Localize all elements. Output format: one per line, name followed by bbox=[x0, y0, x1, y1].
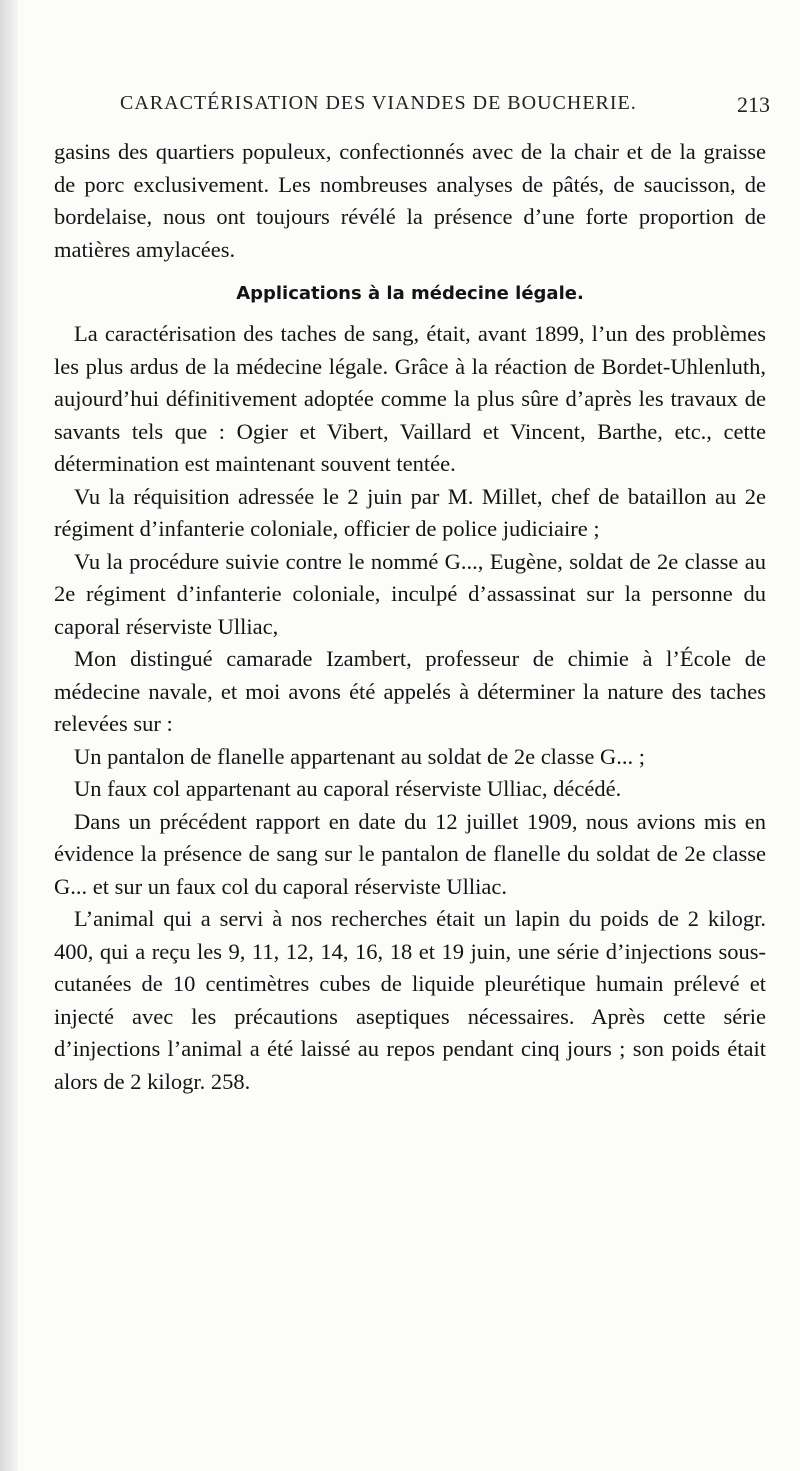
page-number: 213 bbox=[737, 92, 770, 117]
paragraph: Un pantalon de flanelle appartenant au soldat de 2e classe G... ; bbox=[74, 743, 646, 769]
paragraph: Un faux col appartenant au caporal réserviste Ulliac, décédé. bbox=[74, 776, 622, 801]
body-text bbox=[54, 136, 766, 1098]
paragraph: Vu la procédure suivie contre le nommé G..., Eugène, soldat de 2e classe au 2e régiment d’infanterie coloniale, inculpé d’assassinat sur la personne du caporal réserviste Ulliac, bbox=[54, 548, 766, 639]
paragraph: La caractérisation des taches de sang, était, avant 1899, l’un des problèmes les plus ardus de la médecine légale. Grâce à la réaction de Bordet-Uhlenluth, aujourd’hui définitivement adoptée comme la plus sûre d’après les travaux de savants tels que : Ogier et Vibert, Vaillard et Vincent, Barthe, etc., cette détermination est maintenant souvent tentée. bbox=[54, 321, 766, 476]
paragraph: L’animal qui a servi à nos recherches était un lapin du poids de 2 kilogr. 400, qui a reçu les 9, 11, 12, 14, 16, 18 et 19 juin, une série d’injections sous-cutanées de 10 centimètres cubes de liquide pleurétique humain prélevé et injecté avec les précautions aseptiques nécessaires. Après cette série d’injections l’animal a été laissé au repos pendant cinq jours ; son poids était alors de 2 kilogr. 258. bbox=[54, 906, 766, 1094]
paragraph: Mon distingué camarade Izambert, professeur de chimie à l’École de médecine navale, et moi avons été appelés à déterminer la nature des taches relevées sur : bbox=[54, 646, 766, 736]
paragraph: Dans un précédent rapport en date du 12 juillet 1909, nous avions mis en évidence la présence de sang sur le pantalon de flanelle du soldat de 2e classe G... et sur un faux col du caporal réserviste Ulliac. bbox=[54, 808, 766, 899]
page-edge-shadow bbox=[0, 0, 18, 1471]
running-head: CARACTÉRISATION DES VIANDES DE BOUCHERIE. bbox=[120, 92, 637, 114]
paragraph: gasins des quartiers populeux, confectionnés avec de la chair et de la graisse de porc exclusivement. Les nombreuses analyses de pâtés, de saucisson, de bordelaise, nous ont toujours révélé la présence d’une forte proportion de matières amylacées. bbox=[54, 139, 766, 262]
paragraph: Vu la réquisition adressée le 2 juin par M. Millet, chef de bataillon au 2e régiment d’infanterie coloniale, officier de police judiciaire ; bbox=[54, 483, 766, 541]
section-heading: Applications à la médecine légale. bbox=[236, 283, 584, 304]
